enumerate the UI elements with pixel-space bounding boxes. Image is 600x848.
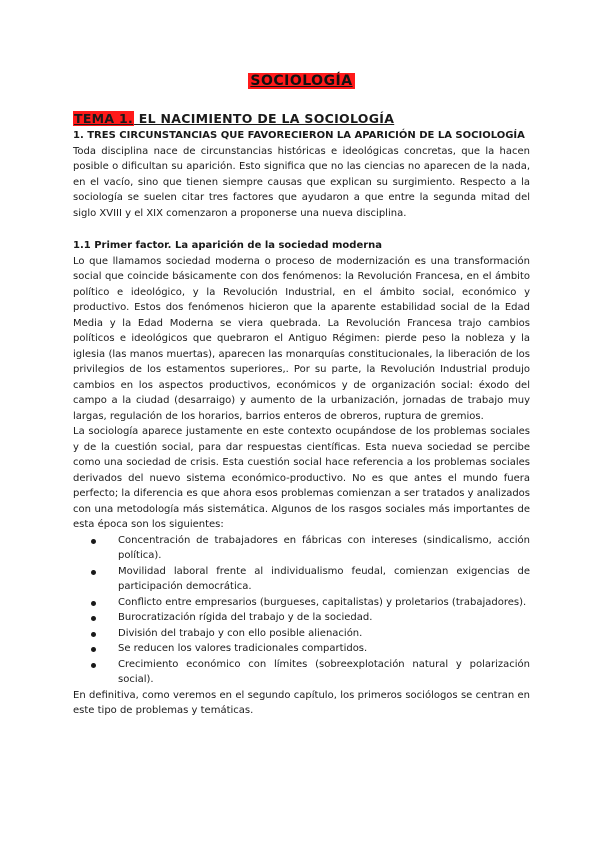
section-1-heading: 1. TRES CIRCUNSTANCIAS QUE FAVORECIERON LA APARICIÓN DE LA SOCIOLOGÍA bbox=[73, 130, 525, 141]
topic-tag: TEMA 1. bbox=[74, 111, 134, 126]
list-item: Burocratización rígida del trabajo y de la sociedad. bbox=[118, 610, 530, 626]
document-title bbox=[73, 70, 530, 91]
topic-title: EL NACIMIENTO DE LA SOCIOLOGÍA bbox=[134, 111, 395, 126]
section-1-1-closing: En definitiva, como veremos en el segundo capítulo, los primeros sociólogos se centran en este tipo de problemas y temáticas. bbox=[73, 689, 530, 716]
list-item: División del trabajo y con ello posible alienación. bbox=[118, 626, 530, 642]
topic-heading bbox=[73, 110, 530, 127]
social-traits-list bbox=[73, 533, 530, 688]
list-item: Movilidad laboral frente al individualismo feudal, comienzan exigencias de participación democrática. bbox=[118, 564, 530, 595]
list-item: Concentración de trabajadores en fábricas con intereses (sindicalismo, acción política). bbox=[118, 533, 530, 564]
spacer bbox=[73, 221, 530, 237]
section-1-body: Toda disciplina nace de circunstancias históricas e ideológicas concretas, que la hacen posible o dificultan su aparición. Esto significa que no las ciencias no aparecen de la nada, en el vacío, sino que tienen siempre causas que explican su surgimiento. Respecto a la sociología se suelen citar tres factores que ayudaron a que entre la segunda mitad del siglo XVIII y el XIX comenzaron a proponerse una nueva disciplina. bbox=[73, 145, 530, 219]
list-item: Crecimiento económico con límites (sobreexplotación natural y polarización social). bbox=[118, 657, 530, 688]
section-1-1-paragraph-1: Lo que llamamos sociedad moderna o proceso de modernización es una transformación social que coincide básicamente con dos fenómenos: la Revolución Francesa, en el ámbito político e ideológico, y la Revolución Industrial, en el ámbito social, económico y productivo. Estos dos fenómenos hicieron que la aparente estabilidad social de la Edad Media y la Edad Moderna se viera quebrada. La Revolución Francesa trajo cambios políticos e ideológicos que quebraron el Antiguo Régimen: pierde peso la nobleza y la iglesia (las manos muertas), aparecen las monarquías constitucionales, la liberación de los privilegios de los estamentos superiores,. Por su parte, la Revolución Industrial produjo cambios en los aspectos productivos, económicos y de organización social: éxodo del campo a la ciudad (desarraigo) y aumento de la urbanización, jornadas de trabajo muy largas, regulación de los horarios, barrios enteros de obreros, ruptura de gremios. bbox=[73, 255, 530, 422]
section-1-1-paragraph-2: La sociología aparece justamente en este contexto ocupándose de los problemas sociales y de la cuestión social, para dar respuestas científicas. Esta nueva sociedad se percibe como una sociedad de crisis. Esta cuestión social hace referencia a los problemas sociales derivados del nuevo sistema económico-productivo. No es que antes el mundo fuera perfecto; la diferencia es que ahora esos problemas comienzan a ser tratados y analizados con una metodología más sistemática. Algunos de los rasgos sociales más importantes de esta época son los siguientes: bbox=[73, 426, 530, 530]
document-title-text: SOCIOLOGÍA bbox=[250, 73, 353, 89]
list-item: Conflicto entre empresarios (burgueses, capitalistas) y proletarios (trabajadores). bbox=[118, 595, 530, 611]
section-1-1-heading: 1.1 Primer factor. La aparición de la sociedad moderna bbox=[73, 240, 383, 251]
list-item: Se reducen los valores tradicionales compartidos. bbox=[118, 641, 530, 657]
